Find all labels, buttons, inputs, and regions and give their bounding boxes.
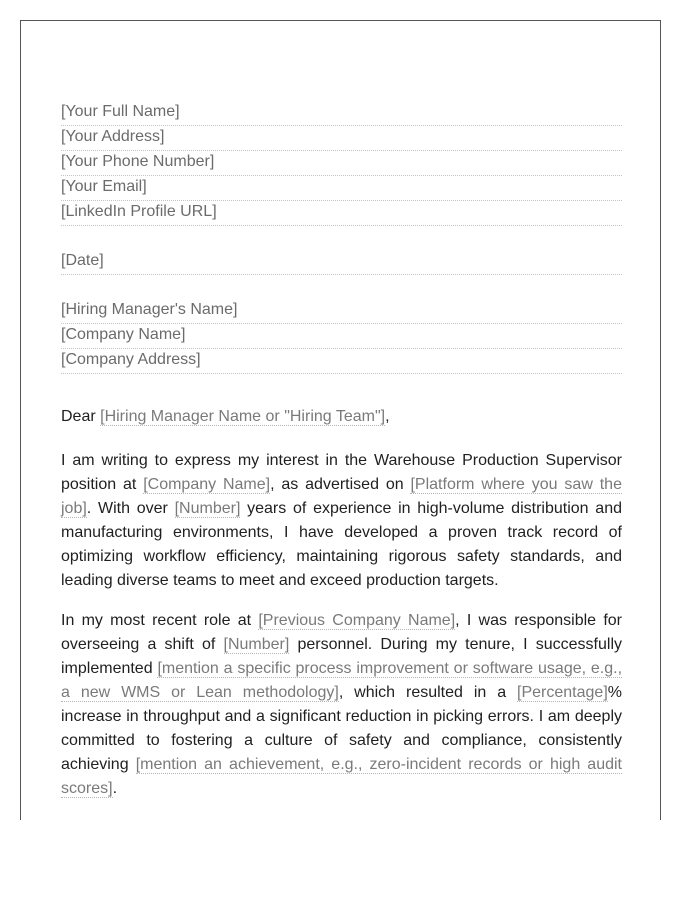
- salutation-suffix: ,: [385, 408, 390, 425]
- salutation-name-placeholder[interactable]: [Hiring Manager Name or "Hiring Team"]: [100, 408, 386, 425]
- paragraph-text: , as advertised on: [270, 476, 411, 493]
- paragraph-text: % increase in throughput and a significant reduction in picking errors. I am deeply committed to fostering a culture of safety and compliance, consistently achieving: [61, 684, 622, 773]
- paragraph-text: , which resulted in a: [338, 684, 518, 701]
- personnel-number-placeholder[interactable]: [Number]: [223, 636, 290, 653]
- sender-full-name-field[interactable]: [Your Full Name]: [61, 101, 622, 126]
- salutation: [61, 405, 622, 429]
- salutation-prefix: Dear: [61, 408, 101, 425]
- sender-email-field[interactable]: [Your Email]: [61, 176, 622, 201]
- previous-company-placeholder[interactable]: [Previous Company Name]: [258, 612, 456, 629]
- paragraph-text: personnel. During my tenure, I successfully implemented: [61, 636, 623, 677]
- recipient-company-address-field[interactable]: [Company Address]: [61, 349, 622, 374]
- paragraph-text: I am writing to express my interest in the Warehouse Production Supervisor position at: [61, 452, 622, 493]
- company-name-placeholder[interactable]: [Company Name]: [143, 476, 271, 493]
- paragraph-text: years of experience in high-volume distribution and manufacturing environments, I have developed a proven track record of optimizing workflow efficiency, maintaining rigorous safety standards, and leading diverse teams to meet and exceed production targets.: [61, 500, 622, 589]
- letter-page: [20, 20, 661, 820]
- recipient-manager-name-field[interactable]: [Hiring Manager's Name]: [61, 299, 622, 324]
- sender-address-field[interactable]: [Your Address]: [61, 126, 622, 151]
- date-block: [61, 250, 622, 275]
- recipient-block: [61, 299, 622, 374]
- sender-block: [61, 101, 622, 226]
- body-paragraph-1: [61, 449, 622, 593]
- body-paragraph-2: [61, 609, 622, 801]
- achievement-placeholder[interactable]: [mention an achievement, e.g., zero-incident records or high audit scores]: [61, 756, 623, 797]
- sender-linkedin-field[interactable]: [LinkedIn Profile URL]: [61, 201, 622, 226]
- percentage-placeholder[interactable]: [Percentage]: [517, 684, 608, 701]
- letter-content: [61, 101, 622, 817]
- paragraph-text: .: [112, 780, 118, 797]
- years-number-placeholder[interactable]: [Number]: [174, 500, 241, 517]
- paragraph-text: , I was responsible for overseeing a shift of: [61, 612, 623, 653]
- paragraph-text: In my most recent role at: [61, 612, 259, 629]
- process-improvement-placeholder[interactable]: [mention a specific process improvement or software usage, e.g., a new WMS or Lean methodology]: [61, 660, 623, 701]
- platform-placeholder[interactable]: [Platform where you saw the job]: [61, 476, 622, 517]
- recipient-company-name-field[interactable]: [Company Name]: [61, 324, 622, 349]
- sender-phone-field[interactable]: [Your Phone Number]: [61, 151, 622, 176]
- date-field[interactable]: [Date]: [61, 250, 622, 275]
- paragraph-text: . With over: [86, 500, 175, 517]
